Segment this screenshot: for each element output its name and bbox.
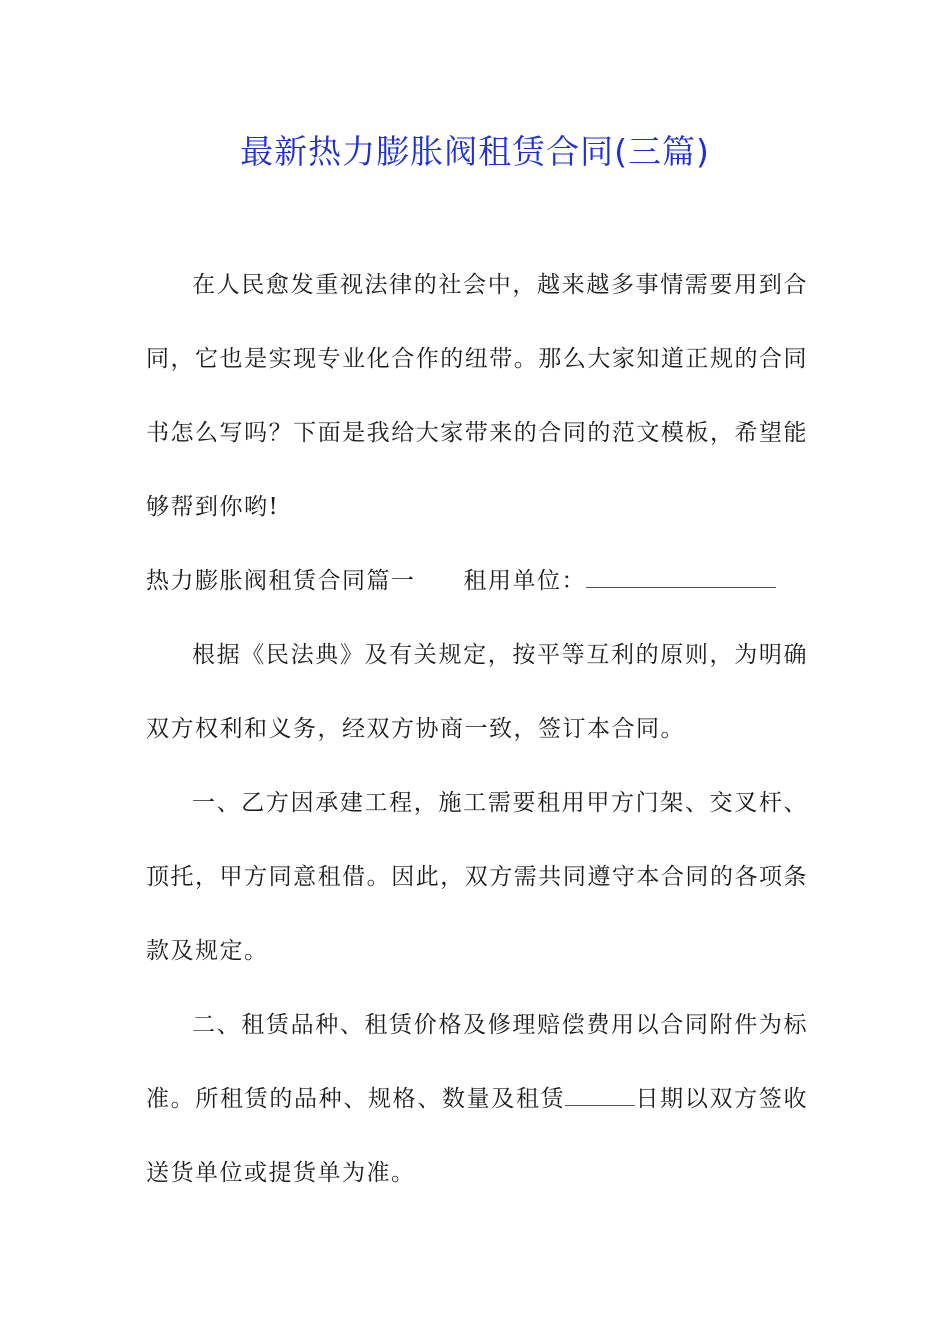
clause-two-part1: 二、租赁品种、租赁价格及修理赔偿费用以合同附件为标准。所租赁的品种、规格、数量及租赁 xyxy=(146,1012,808,1112)
basis-paragraph: 根据《民法典》及有关规定，按平等互利的原则，为明确双方权利和义务，经双方协商一致，签订本合同。 xyxy=(146,642,808,742)
document-title: 最新热力膨胀阀租赁合同(三篇) xyxy=(240,132,710,171)
rental-unit-blank xyxy=(586,569,776,588)
rental-date-blank xyxy=(565,1087,635,1106)
intro-paragraph: 在人民愈发重视法律的社会中，越来越多事情需要用到合同，它也是实现专业化合作的纽带。那么大家知道正规的合同书怎么写吗？下面是我给大家带来的合同的范文模板，希望能够帮到你哟! xyxy=(146,272,808,520)
clause-one-paragraph: 一、乙方因承建工程，施工需要租用甲方门架、交叉杆、顶托，甲方同意租借。因此，双方需共同遵守本合同的各项条款及规定。 xyxy=(146,790,808,964)
section-heading-line xyxy=(146,544,808,618)
clause-two-paragraph xyxy=(146,988,808,1210)
section-title: 热力膨胀阀租赁合同篇一 xyxy=(146,568,416,594)
intro-paragraph-block xyxy=(146,248,808,1210)
rental-unit-label: 租用单位： xyxy=(463,568,586,594)
clause-two-part2: 日期以双方签收送货单位或提货单为准。 xyxy=(146,1086,809,1186)
